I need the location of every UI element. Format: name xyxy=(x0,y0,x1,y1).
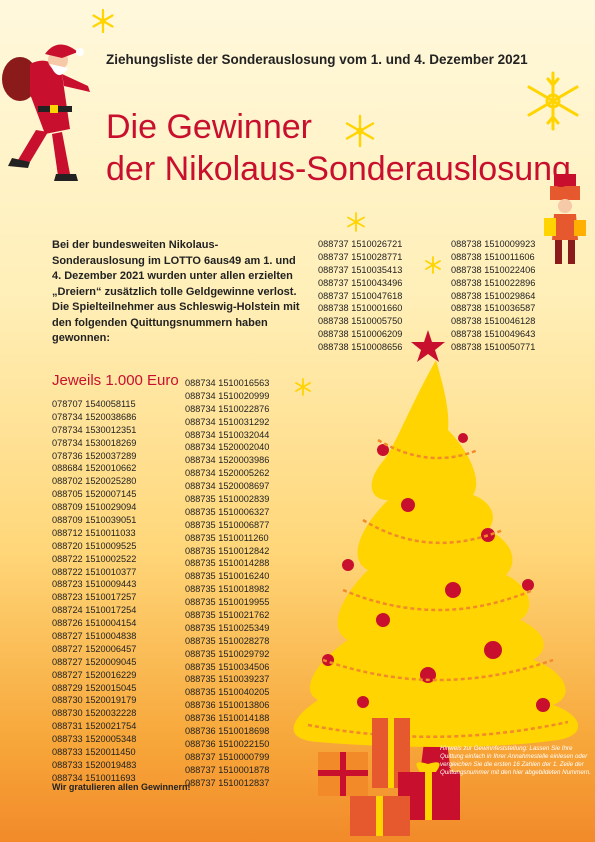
winner-number: 088733 1520005348 xyxy=(52,734,137,745)
winner-number: 078734 1530012351 xyxy=(52,424,137,435)
winner-number: 088738 1510022406 xyxy=(451,264,536,275)
winner-number: 088738 1510009923 xyxy=(451,239,536,249)
winner-number: 088734 1510020999 xyxy=(185,390,270,401)
winner-number: 088733 1520011450 xyxy=(52,747,136,758)
winner-number: 088709 1510029094 xyxy=(52,502,137,513)
winner-number: 088738 1510011606 xyxy=(451,251,535,262)
winner-number: 088723 1510009443 xyxy=(52,579,137,590)
snowflake-icon xyxy=(346,212,366,232)
winner-number: 088727 1510004838 xyxy=(52,631,137,642)
winner-number: 088735 1510029792 xyxy=(185,648,270,659)
winner-number: 088735 1510040205 xyxy=(185,687,270,698)
winner-number: 088735 1510006327 xyxy=(185,506,270,517)
winner-number: 088738 1510001660 xyxy=(318,303,403,314)
winner-number: 088731 1520021754 xyxy=(52,721,137,732)
winner-number: 088712 1510011033 xyxy=(52,527,136,538)
winner-number: 088738 1510006209 xyxy=(318,329,403,340)
snowflake-icon xyxy=(90,8,116,34)
winner-number: 088734 1510011693 xyxy=(52,772,136,783)
winner-number: 088738 1510022896 xyxy=(451,277,536,288)
winner-number: 088727 1520006457 xyxy=(52,643,137,654)
winner-number: 088737 1510028771 xyxy=(318,251,403,262)
winner-number: 088734 1520002040 xyxy=(185,442,270,453)
page-title-line2: der Nikolaus-Sonderauslosung xyxy=(106,150,571,188)
winner-number: 088738 1510008656 xyxy=(318,342,403,353)
winner-number: 088737 1510012837 xyxy=(185,777,270,788)
winner-number: 088734 1510016563 xyxy=(185,378,270,388)
winner-number: 088736 1510013806 xyxy=(185,700,270,711)
winner-number: 078736 1520037289 xyxy=(52,450,137,461)
winner-number: 088727 1520009045 xyxy=(52,656,137,667)
winner-number: 088738 1510005750 xyxy=(318,316,403,327)
winner-number: 088722 1510002522 xyxy=(52,553,137,564)
winner-number: 088702 1520025280 xyxy=(52,476,137,487)
winner-number: 088734 1510031292 xyxy=(185,416,270,427)
prize-heading: Jeweils 1.000 Euro xyxy=(52,372,179,389)
winner-column-3 xyxy=(318,238,402,354)
winner-column-2 xyxy=(185,377,269,790)
winner-number: 088705 1520007145 xyxy=(52,489,137,500)
winner-number: 088734 1520005262 xyxy=(185,468,270,479)
congratulations-text: Wir gratulieren allen Gewinnern! xyxy=(52,782,191,792)
winner-number: 088735 1510018982 xyxy=(185,584,270,595)
winner-number: 088737 1510001878 xyxy=(185,764,270,775)
winner-number: 088730 1520032228 xyxy=(52,708,137,719)
winner-number: 088724 1510017254 xyxy=(52,605,137,616)
winner-number: 088735 1510039237 xyxy=(185,674,270,685)
page-title xyxy=(106,106,571,190)
winner-number: 088737 1510043496 xyxy=(318,277,403,288)
winner-number: 088736 1510014188 xyxy=(185,713,270,724)
winner-number: 088735 1510016240 xyxy=(185,571,270,582)
winner-number: 088726 1510004154 xyxy=(52,618,137,629)
winner-number: 088735 1510011260 xyxy=(185,532,269,543)
winner-number: 088738 1510029864 xyxy=(451,290,536,301)
page-title-line1: Die Gewinner xyxy=(106,108,312,146)
winner-number: 088737 1510026721 xyxy=(318,239,403,249)
winner-number: 088727 1520016229 xyxy=(52,669,137,680)
winner-number: 088722 1510010377 xyxy=(52,566,137,577)
winner-number: 088735 1510019955 xyxy=(185,597,270,608)
winner-number: 078707 1540058115 xyxy=(52,399,136,409)
winner-number: 088735 1510028278 xyxy=(185,635,270,646)
winner-number: 078734 1530018269 xyxy=(52,437,137,448)
winner-number: 088734 1510022876 xyxy=(185,403,270,414)
winner-number: 088730 1520019179 xyxy=(52,695,137,706)
winner-number: 088735 1510012842 xyxy=(185,545,270,556)
winner-number: 088738 1510046128 xyxy=(451,316,536,327)
winner-number: 088709 1510039051 xyxy=(52,515,137,526)
winner-number: 088734 1520003986 xyxy=(185,455,270,466)
intro-paragraph: Bei der bundesweiten Nikolaus-Sonderauslosung im LOTTO 6aus49 am 1. und 4. Dezember 2021 wurden unter allen erzielten „Dreiern“ zusätzlich tolle Geldgewinne verlost. Die Spielteilnehmer aus Schleswig-Holstein mit den folgenden Quittungsnummern haben gewonnen: xyxy=(52,239,300,344)
winner-number: 088738 1510049643 xyxy=(451,329,536,340)
winner-number: 088735 1510034506 xyxy=(185,661,270,672)
winner-number: 088738 1510050771 xyxy=(451,342,536,353)
winner-number: 088734 1520008697 xyxy=(185,481,270,492)
winner-number: 088735 1510002839 xyxy=(185,494,270,505)
winner-number: 088735 1510021762 xyxy=(185,610,270,621)
winner-column-1 xyxy=(52,398,136,785)
winner-number: 088735 1510006877 xyxy=(185,519,270,530)
winner-number: 088733 1520019483 xyxy=(52,759,137,770)
winner-number: 088736 1510022150 xyxy=(185,738,270,749)
winner-number: 088738 1510036587 xyxy=(451,303,536,314)
winner-number: 088735 1510025349 xyxy=(185,622,270,633)
winner-number: 088729 1520015045 xyxy=(52,682,137,693)
winner-number: 088737 1510047618 xyxy=(318,290,403,301)
winner-number: 088720 1510009525 xyxy=(52,540,137,551)
list-subtitle: Ziehungsliste der Sonderauslosung vom 1. und 4. Dezember 2021 xyxy=(106,52,528,67)
winner-number: 088735 1510014288 xyxy=(185,558,270,569)
winner-number: 088684 1520010662 xyxy=(52,463,137,474)
winner-column-4 xyxy=(451,238,535,354)
tree-star-icon xyxy=(411,330,445,362)
santa-illustration xyxy=(0,34,100,184)
footer-note: Hinweis zur Gewinnfeststellung: Lassen Sie Ihre Quittung einfach in Ihrer Annahmestelle einlesen oder vergleichen Sie die ersten 16 Zahlen der 1. Zeile der Quittungsnummer mit den hier abgebildeten Nummern. xyxy=(440,745,591,776)
winner-number: 088734 1510032044 xyxy=(185,429,270,440)
winner-number: 088736 1510018698 xyxy=(185,726,270,737)
winner-number: 088737 1510000799 xyxy=(185,751,270,762)
winner-number: 088723 1510017257 xyxy=(52,592,137,603)
snowflake-icon xyxy=(424,256,442,274)
winner-number: 088737 1510035413 xyxy=(318,264,403,275)
winner-number: 078734 1520038686 xyxy=(52,411,137,422)
